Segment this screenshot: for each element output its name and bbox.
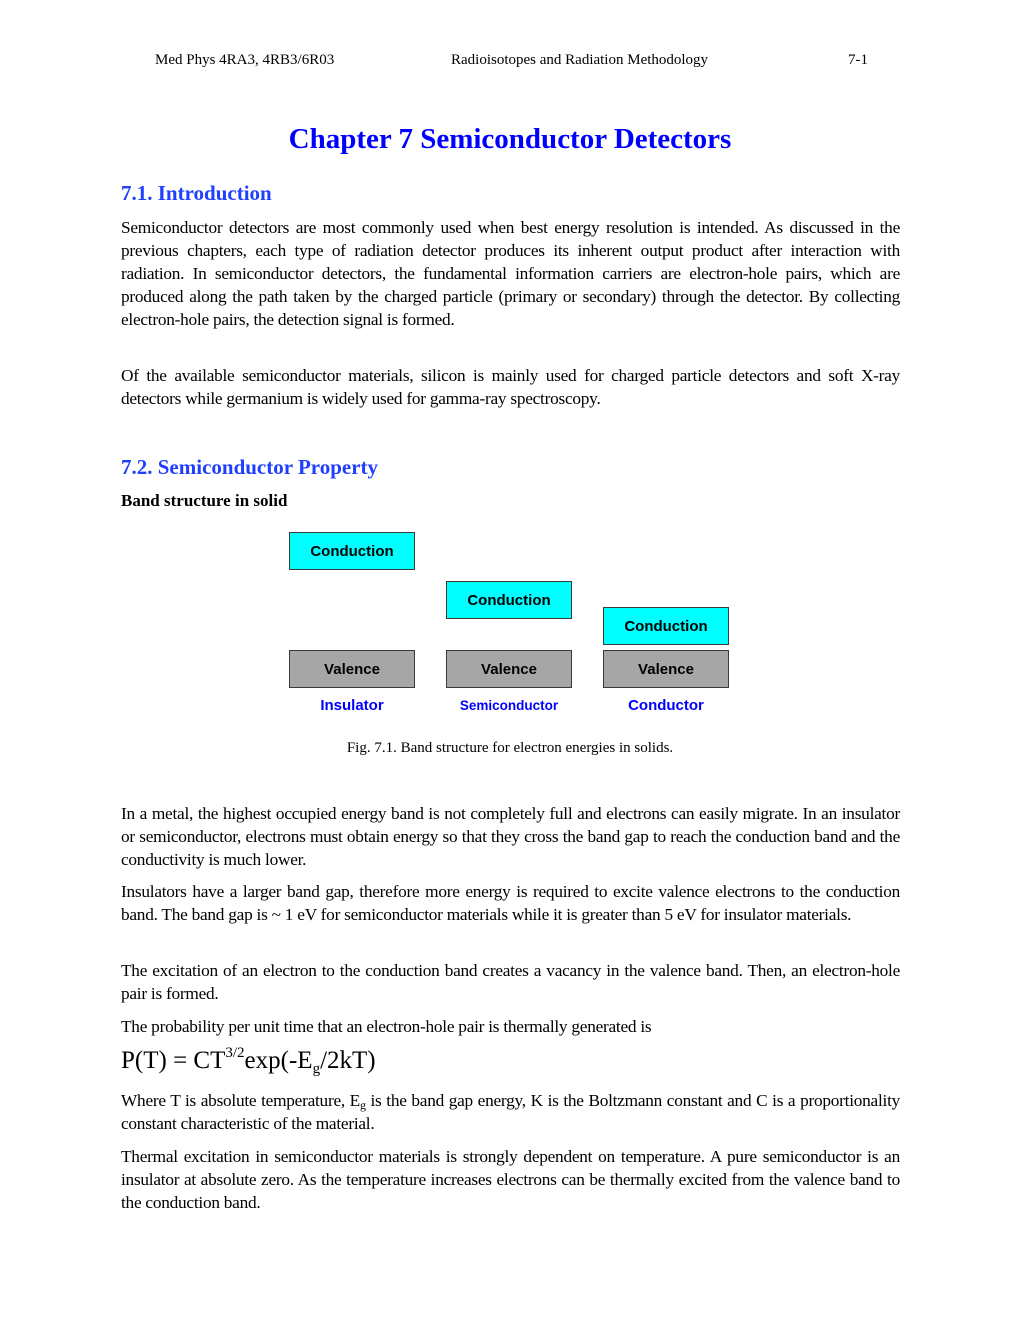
figure-caption: Fig. 7.1. Band structure for electron energies in solids. bbox=[346, 740, 674, 756]
paragraph-where: Where T is absolute temperature, $E_g$ is the band gap energy, K is the Boltzmann constant and C is a proportionality constant characteristic of the material. bbox=[121, 1091, 901, 1133]
thermal-generation-formula: $P(T) = CT^{3/2}\exp(-E_g/2kT)$ bbox=[121, 1045, 376, 1077]
paragraph-intro-1: Semiconductor detectors are most commonly used when best energy resolution is intended. As discussed in the previous chapters, each type of radiation detector produces its inherent output product after interaction with radiation. In semiconductor detectors, the fundamental information carriers are electron-hole pairs, which are produced along the path taken by the charged particle (primary or secondary) through the detector. By collecting electron-hole pairs, the detection signal is formed. bbox=[121, 218, 900, 329]
paragraph-metal: In a metal, the highest occupied energy band is not completely full and electrons can easily migrate. In an insulator or semiconductor, electrons must obtain energy so that they cross the band gap to reach the conduction band and the conductivity is much lower. bbox=[121, 804, 900, 869]
insulator-valence-band: Valence bbox=[289, 650, 415, 688]
header-course: Med Phys 4RA3, 4RB3/6R03 bbox=[155, 52, 335, 68]
label-conductor: Conductor bbox=[628, 697, 704, 714]
label-semiconductor: Semiconductor bbox=[459, 698, 559, 713]
page-header bbox=[155, 50, 868, 70]
chapter-title: Chapter 7 Semiconductor Detectors bbox=[288, 123, 732, 155]
semiconductor-valence-band: Valence bbox=[446, 650, 572, 688]
header-page-number: 7-1 bbox=[848, 52, 868, 68]
paragraph-thermal: Thermal excitation in semiconductor materials is strongly dependent on temperature. A pure semiconductor is an insulator at absolute zero. As the temperature increases electrons can be thermally excited from the valence band to the conduction band. bbox=[121, 1147, 900, 1212]
paragraph-insulators: Insulators have a larger band gap, therefore more energy is required to excite valence electrons to the conduction band. The band gap is ~ 1 eV for semiconductor materials while it is greater than 5 eV for insulator materials. bbox=[121, 882, 900, 924]
semiconductor-conduction-band: Conduction bbox=[446, 581, 572, 619]
paragraph-intro-2: Of the available semiconductor materials, silicon is mainly used for charged particle detectors and soft X-ray detectors while germanium is widely used for gamma-ray spectroscopy. bbox=[121, 366, 900, 408]
label-insulator: Insulator bbox=[320, 697, 384, 714]
section-heading-property: 7.2. Semiconductor Property bbox=[121, 455, 379, 479]
section-heading-introduction: 7.1. Introduction bbox=[121, 181, 272, 205]
subheading-band-structure: Band structure in solid bbox=[121, 491, 288, 510]
paragraph-probability: The probability per unit time that an electron-hole pair is thermally generated is bbox=[121, 1017, 652, 1036]
header-subject: Radioisotopes and Radiation Methodology bbox=[451, 52, 709, 68]
conductor-valence-band: Valence bbox=[603, 650, 729, 688]
insulator-conduction-band: Conduction bbox=[289, 532, 415, 570]
conductor-conduction-band: Conduction bbox=[603, 607, 729, 645]
paragraph-excitation: The excitation of an electron to the conduction band creates a vacancy in the valence band. Then, an electron-hole pair is formed. bbox=[121, 961, 900, 1003]
